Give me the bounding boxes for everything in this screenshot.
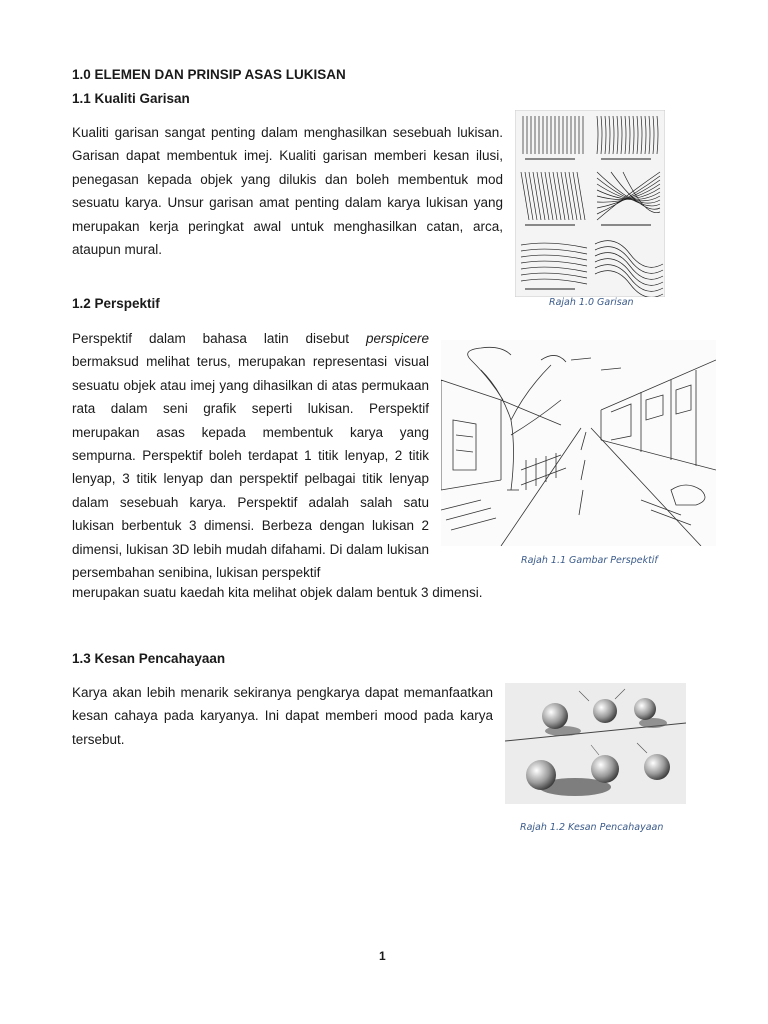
caption-rajah-1-2: Rajah 1.2 Kesan Pencahayaan	[520, 822, 664, 833]
perspektif-text-end: bermaksud melihat terus, merupakan representasi visual sesuatu objek atau imej yang dihasilkan di atas permukaan rata dalam seni grafik seperti lukisan. Perspektif merupakan asas kepada membentuk karya yang sempurna. Perspektif boleh terdapat 1 titik lenyap, 2 titik lenyap, 3 titik lenyap dan perspektif pelbagai titik lenyap dalam sesebuah karya. Perspektif adalah salah satu lukisan berbentuk 3 dimensi. Berbeza dengan lukisan 2 dimensi, lukisan 3D lebih mudah difahami. Di dalam lukisan persembahan senibina, lukisan perspektif	[72, 354, 429, 581]
figure-perspective-drawing	[441, 340, 716, 546]
heading-perspektif: 1.2 Perspektif	[72, 296, 160, 311]
paragraph-kesan-pencahayaan: Karya akan lebih menarik sekiranya pengkarya dapat memanfaatkan kesan cahaya pada karyanya. Ini dapat memberi mood pada karya tersebut.	[72, 685, 493, 747]
paragraph-perspektif	[72, 327, 429, 584]
caption-rajah-1-1: Rajah 1.1 Gambar Perspektif	[521, 555, 658, 566]
figure-lighting-spheres	[505, 683, 686, 804]
caption-rajah-1-0: Rajah 1.0 Garisan	[549, 297, 634, 308]
page-title: 1.0 ELEMEN DAN PRINSIP ASAS LUKISAN	[72, 67, 346, 82]
perspicere-italic: perspicere	[365, 331, 429, 346]
paragraph-perspektif-last-line: merupakan suatu kaedah kita melihat objek dalam bentuk 3 dimensi.	[72, 585, 483, 600]
perspektif-text-start: Perspektif dalam bahasa latin disebut	[72, 331, 366, 346]
figure-line-quality	[515, 110, 665, 297]
heading-kesan-pencahayaan: 1.3 Kesan Pencahayaan	[72, 651, 226, 666]
paragraph-kualiti-garisan: Kualiti garisan sangat penting dalam menghasilkan sesebuah lukisan. Garisan dapat membentuk imej. Kualiti garisan memberi kesan ilusi, penegasan kepada objek yang dilukis dan boleh membentuk mod sesuatu karya. Unsur garisan amat penting dalam karya lukisan yang merupakan kerja peringkat awal untuk menghasilkan catan, arca, ataupun mural.	[72, 125, 503, 258]
page-number: 1	[379, 949, 386, 963]
heading-kualiti-garisan: 1.1 Kualiti Garisan	[72, 91, 190, 106]
